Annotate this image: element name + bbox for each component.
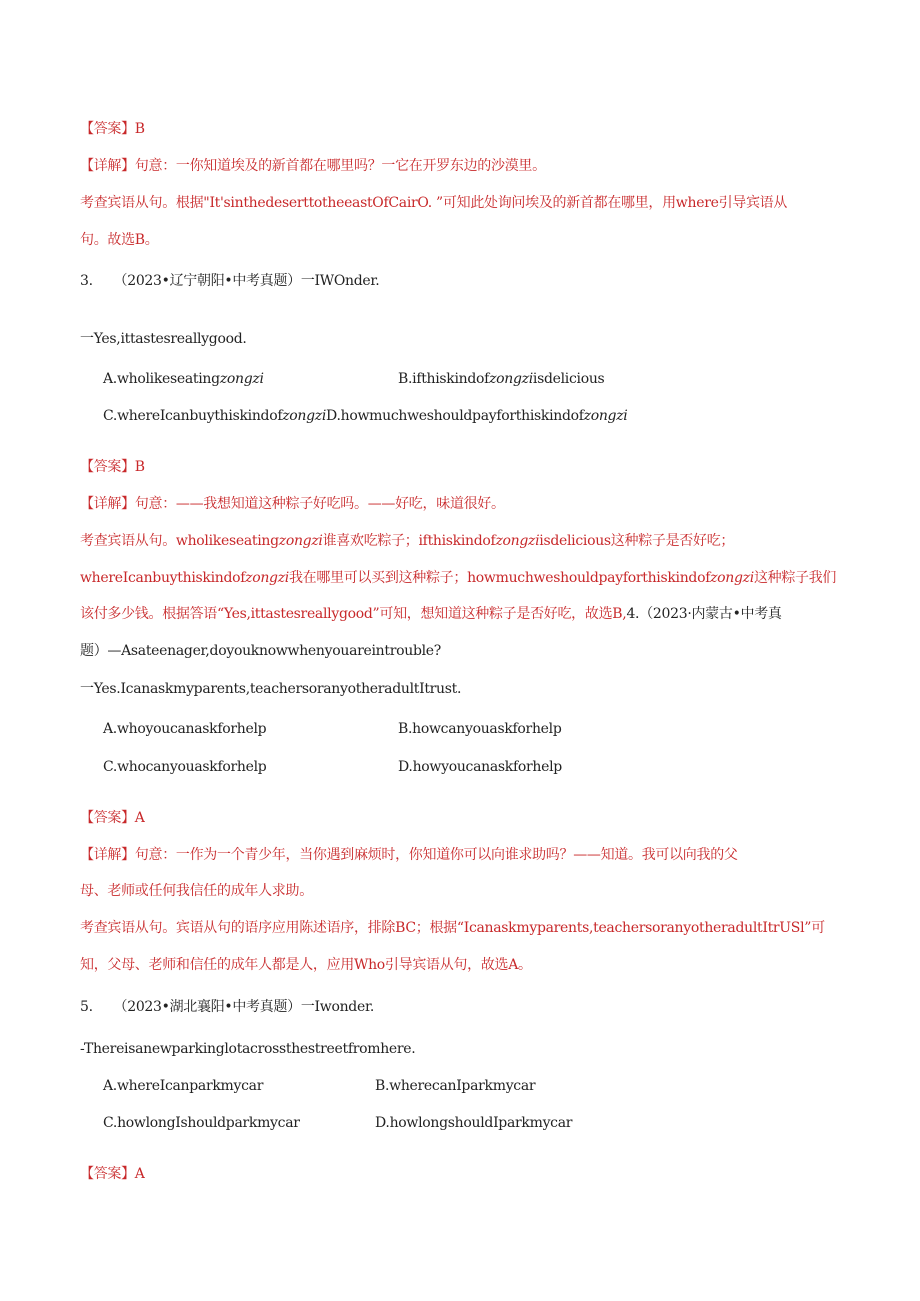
q3-detail: 【详解】句意：——我想知道这种粽子好吃吗。——好吃，味道很好。 bbox=[80, 496, 505, 512]
q3-reply: 一Yes,ittastesreallygood. bbox=[80, 331, 247, 347]
q3-option-a: A.wholikeseatingzongzi bbox=[103, 371, 264, 387]
q3-option-b: B.ifthiskindofzongziisdelicious bbox=[398, 371, 605, 387]
q2-detail: 【详解】句意：一你知道埃及的新首都在哪里吗？一它在开罗东边的沙漠里。 bbox=[80, 158, 546, 174]
q2-answer: 【答案】B bbox=[80, 121, 145, 137]
q4-stem: 题）—Asateenager,doyouknowwhenyouareintrouble? bbox=[80, 643, 441, 659]
q4-detail-line2: 母、老师或任何我信任的成年人求助。 bbox=[80, 883, 313, 899]
q4-detail-line1: 【详解】句意：一作为一个青少年，当你遇到麻烦时，你知道你可以向谁求助吗？——知道。我可以向我的父 bbox=[80, 847, 738, 863]
q3-stem: 3. （2023•辽宁朝阳•中考真题）一IWOnder. bbox=[80, 273, 380, 289]
q3-analysis-line1: 考查宾语从句。wholikeseatingzongzi谁喜欢吃粽子；ifthiskindofzongziisdelicious这种粽子是否好吃； bbox=[80, 533, 735, 549]
q4-analysis-line2: 知，父母、老师和信任的成年人都是人，应用Who引导宾语从句，故选A。 bbox=[80, 957, 532, 973]
q4-reply: 一Yes.Icanaskmyparents,teachersoranyotheradultItrust. bbox=[80, 681, 462, 697]
q4-option-a: A.whoyoucanaskforhelp bbox=[103, 721, 267, 737]
q4-answer: 【答案】A bbox=[80, 810, 145, 826]
q3-analysis-line3: 该付多少钱。根据答语“Yes,ittastesreallygood”可知，想知道这种粽子是否好吃，故选B,4.（2023·内蒙古•中考真 bbox=[80, 606, 782, 622]
q5-option-b: B.wherecanIparkmycar bbox=[375, 1078, 536, 1094]
q2-analysis-line2: 句。故选B。 bbox=[80, 232, 159, 248]
q3-options-c-d: C.whereIcanbuythiskindofzongziD.howmuchweshouldpayforthiskindofzongzi bbox=[103, 408, 628, 424]
q4-option-c: C.whocanyouaskforhelp bbox=[103, 759, 267, 775]
q4-analysis-line1: 考查宾语从句。宾语从句的语序应用陈述语序，排除BC；根据“Icanaskmyparents,teachersoranyotheradultItrUSl”可 bbox=[80, 920, 825, 936]
q5-reply: -Thereisanewparkinglotacrossthestreetfromhere. bbox=[80, 1041, 416, 1057]
q5-stem: 5. （2023•湖北襄阳•中考真题）一Iwonder. bbox=[80, 999, 374, 1015]
q5-option-a: A.whereIcanparkmycar bbox=[103, 1078, 264, 1094]
q3-answer: 【答案】B bbox=[80, 459, 145, 475]
q4-option-d: D.howyoucanaskforhelp bbox=[398, 759, 562, 775]
q2-analysis-line1: 考查宾语从句。根据"It'sinthedeserttotheeastOfCairO. ”可知此处询问埃及的新首都在哪里，用where引导宾语从 bbox=[80, 195, 788, 211]
q3-analysis-line2: whereIcanbuythiskindofzongzi我在哪里可以买到这种粽子；howmuchweshouldpayforthiskindofzongzi这种粽子我们 bbox=[80, 570, 837, 586]
q5-option-c: C.howlongIshouldparkmycar bbox=[103, 1115, 300, 1131]
q4-option-b: B.howcanyouaskforhelp bbox=[398, 721, 562, 737]
q5-answer: 【答案】A bbox=[80, 1166, 145, 1182]
q5-option-d: D.howlongshouldIparkmycar bbox=[375, 1115, 573, 1131]
